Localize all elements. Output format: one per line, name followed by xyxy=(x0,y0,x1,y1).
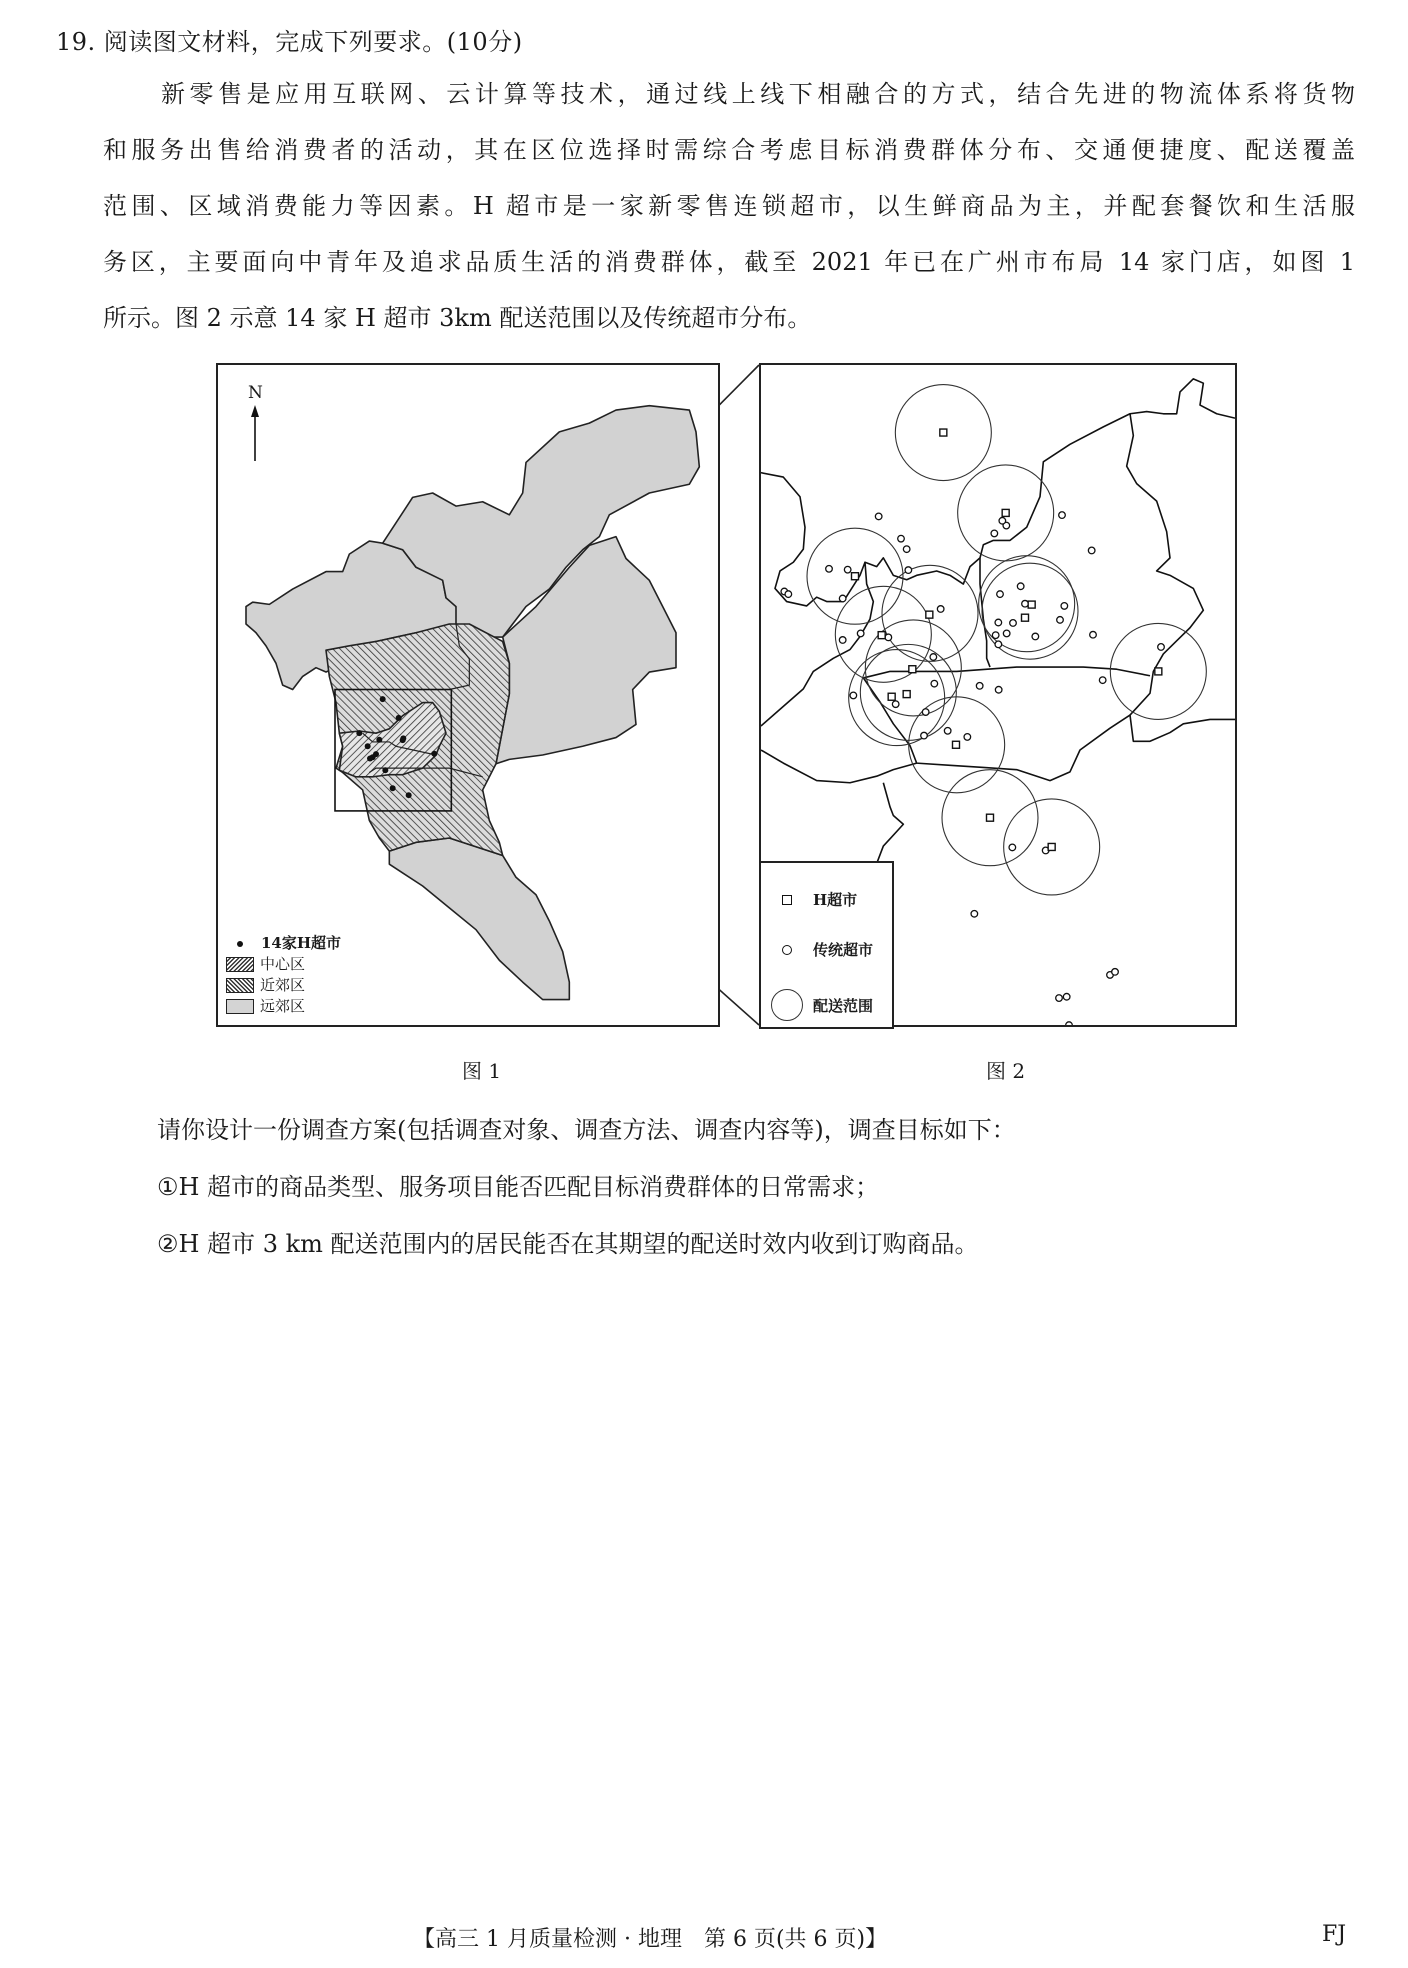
traditional-store-marker xyxy=(1088,547,1095,554)
delivery-range-circle-icon xyxy=(771,989,803,1021)
traditional-store-marker xyxy=(892,701,899,708)
h-store-dot xyxy=(365,743,371,749)
traditional-store-marker xyxy=(991,530,998,537)
traditional-store-marker xyxy=(1056,995,1063,1002)
page-footer: 【高三 1 月质量检测 · 地理 第 6 页(共 6 页)】 xyxy=(413,1927,888,1952)
traditional-store-marker xyxy=(976,683,983,690)
legend-far: 远郊区 xyxy=(260,997,306,1015)
district-boundary-line xyxy=(877,783,904,864)
traditional-store-marker xyxy=(999,517,1006,524)
h-store-marker xyxy=(940,429,947,436)
h-store-marker xyxy=(1028,601,1035,608)
traditional-store-marker xyxy=(995,686,1002,693)
traditional-store-marker xyxy=(839,595,846,602)
traditional-store-marker xyxy=(995,619,1002,626)
task-goal-1: ①H 超市的商品类型、服务项目能否匹配目标消费群体的日常需求； xyxy=(157,1173,880,1201)
h-store-dot xyxy=(367,756,373,762)
traditional-store-marker xyxy=(898,535,905,542)
paragraph-line: 范围、区域消费能力等因素。H 超市是一家新零售连锁超市，以生鲜商品为主，并配套餐饮和生活服 xyxy=(103,192,1355,220)
footer-code: FJ xyxy=(1322,1922,1347,1947)
delivery-range-circle xyxy=(849,650,945,746)
h-store-dot xyxy=(406,792,412,798)
h-store-square-icon xyxy=(782,895,792,905)
task-intro: 请你设计一份调查方案(包括调查对象、调查方法、调查内容等)，调查目标如下： xyxy=(157,1116,1016,1144)
district-boundary-line xyxy=(1127,414,1235,742)
traditional-store-marker xyxy=(930,654,937,661)
district-boundary-line xyxy=(761,750,917,783)
traditional-store-marker xyxy=(785,591,792,598)
legend-traditional: 传统超市 xyxy=(813,941,874,959)
traditional-store-marker xyxy=(1099,677,1106,684)
far-suburb-swatch xyxy=(226,999,254,1014)
figure-2-legend xyxy=(759,861,894,1029)
legend-delivery-range: 配送范围 xyxy=(813,996,874,1015)
store-dot-icon xyxy=(237,941,243,947)
h-store-dot xyxy=(382,767,388,773)
traditional-store-marker xyxy=(971,910,978,917)
h-store-marker xyxy=(909,666,916,673)
legend-center: 中心区 xyxy=(260,955,306,973)
h-store-marker xyxy=(987,814,994,821)
h-store-marker xyxy=(878,632,885,639)
paragraph-line: 务区，主要面向中青年及追求品质生活的消费群体，截至 2021 年已在广州市布局 14 家门店，如图 1 xyxy=(103,248,1355,276)
far-suburb-south xyxy=(389,838,569,1000)
traditional-store-marker xyxy=(964,734,971,741)
traditional-store-marker xyxy=(850,692,857,699)
traditional-store-marker xyxy=(995,641,1002,648)
traditional-store-marker xyxy=(844,566,851,573)
h-store-marker xyxy=(926,611,933,618)
h-store-marker xyxy=(1048,843,1055,850)
h-store-marker xyxy=(1022,614,1029,621)
traditional-store-marker xyxy=(1066,1022,1073,1025)
traditional-store-marker xyxy=(875,513,882,520)
traditional-store-marker xyxy=(1061,603,1068,610)
figure-1-legend xyxy=(226,933,341,1017)
figure-2-caption: 图 2 xyxy=(986,1059,1026,1083)
traditional-store-marker xyxy=(992,632,999,639)
h-store-marker xyxy=(852,573,859,580)
traditional-store-marker xyxy=(1003,630,1010,637)
traditional-store-marker xyxy=(1090,631,1097,638)
paragraph-line: 和服务出售给消费者的活动，其在区位选择时需综合考虑目标消费群体分布、交通便捷度、配送覆盖 xyxy=(103,136,1355,164)
h-store-marker xyxy=(888,693,895,700)
h-store-marker xyxy=(903,691,910,698)
traditional-store-marker xyxy=(1032,633,1039,640)
traditional-store-marker xyxy=(885,634,892,641)
figure-2-map xyxy=(759,363,1237,1027)
traditional-store-marker xyxy=(1063,993,1070,1000)
traditional-store-marker xyxy=(905,567,912,574)
traditional-store-marker xyxy=(839,637,846,644)
h-store-dot xyxy=(376,737,382,743)
traditional-store-marker xyxy=(1112,969,1119,976)
district-boundary-line xyxy=(761,562,873,726)
traditional-store-marker xyxy=(857,630,864,637)
traditional-store-marker xyxy=(1010,620,1017,627)
h-store-marker xyxy=(1002,509,1009,516)
traditional-store-marker xyxy=(1009,844,1016,851)
h-store-dot xyxy=(373,751,379,757)
paragraph-line: 新零售是应用互联网、云计算等技术，通过线上线下相融合的方式，结合先进的物流体系将货物 xyxy=(161,80,1355,108)
traditional-store-marker xyxy=(903,546,910,553)
traditional-store-marker xyxy=(1057,617,1064,624)
traditional-store-marker xyxy=(1158,644,1165,651)
traditional-store-marker xyxy=(826,565,833,572)
legend-h-store: H超市 xyxy=(813,891,858,909)
h-store-marker xyxy=(1155,668,1162,675)
figure-1-caption: 图 1 xyxy=(462,1059,502,1083)
traditional-store-marker xyxy=(922,709,929,716)
traditional-store-marker xyxy=(944,727,951,734)
north-arrow-icon xyxy=(251,405,259,461)
near-suburb-swatch xyxy=(226,978,254,993)
center-district-swatch xyxy=(226,957,254,972)
traditional-store-marker xyxy=(937,606,944,613)
north-label: N xyxy=(248,383,263,403)
h-store-dot xyxy=(390,785,396,791)
paragraph-line: 所示。图 2 示意 14 家 H 超市 3km 配送范围以及传统超市分布。 xyxy=(103,304,812,332)
district-boundary-line xyxy=(761,379,1235,606)
traditional-store-marker xyxy=(1059,512,1066,519)
traditional-store-marker xyxy=(921,732,928,739)
legend-near: 近郊区 xyxy=(260,976,306,994)
h-store-dot xyxy=(396,715,402,721)
h-store-dot xyxy=(380,696,386,702)
h-store-marker xyxy=(953,741,960,748)
traditional-store-marker xyxy=(1017,583,1024,590)
traditional-store-marker xyxy=(931,680,938,687)
legend-stores: 14家H超市 xyxy=(261,934,342,952)
guangzhou-district-map xyxy=(218,365,718,1025)
traditional-store-marker xyxy=(997,591,1004,598)
h-store-dot xyxy=(431,751,437,757)
h-store-dot xyxy=(400,737,406,743)
h-store-dot xyxy=(356,730,362,736)
traditional-store-marker xyxy=(1022,600,1029,607)
traditional-store-circle-icon xyxy=(782,945,792,955)
figure-1-map xyxy=(216,363,720,1027)
task-goal-2: ②H 超市 3 km 配送范围内的居民能否在其期望的配送时效内收到订购商品。 xyxy=(157,1230,979,1258)
question-title: 19. 阅读图文材料，完成下列要求。(10分) xyxy=(56,28,523,56)
